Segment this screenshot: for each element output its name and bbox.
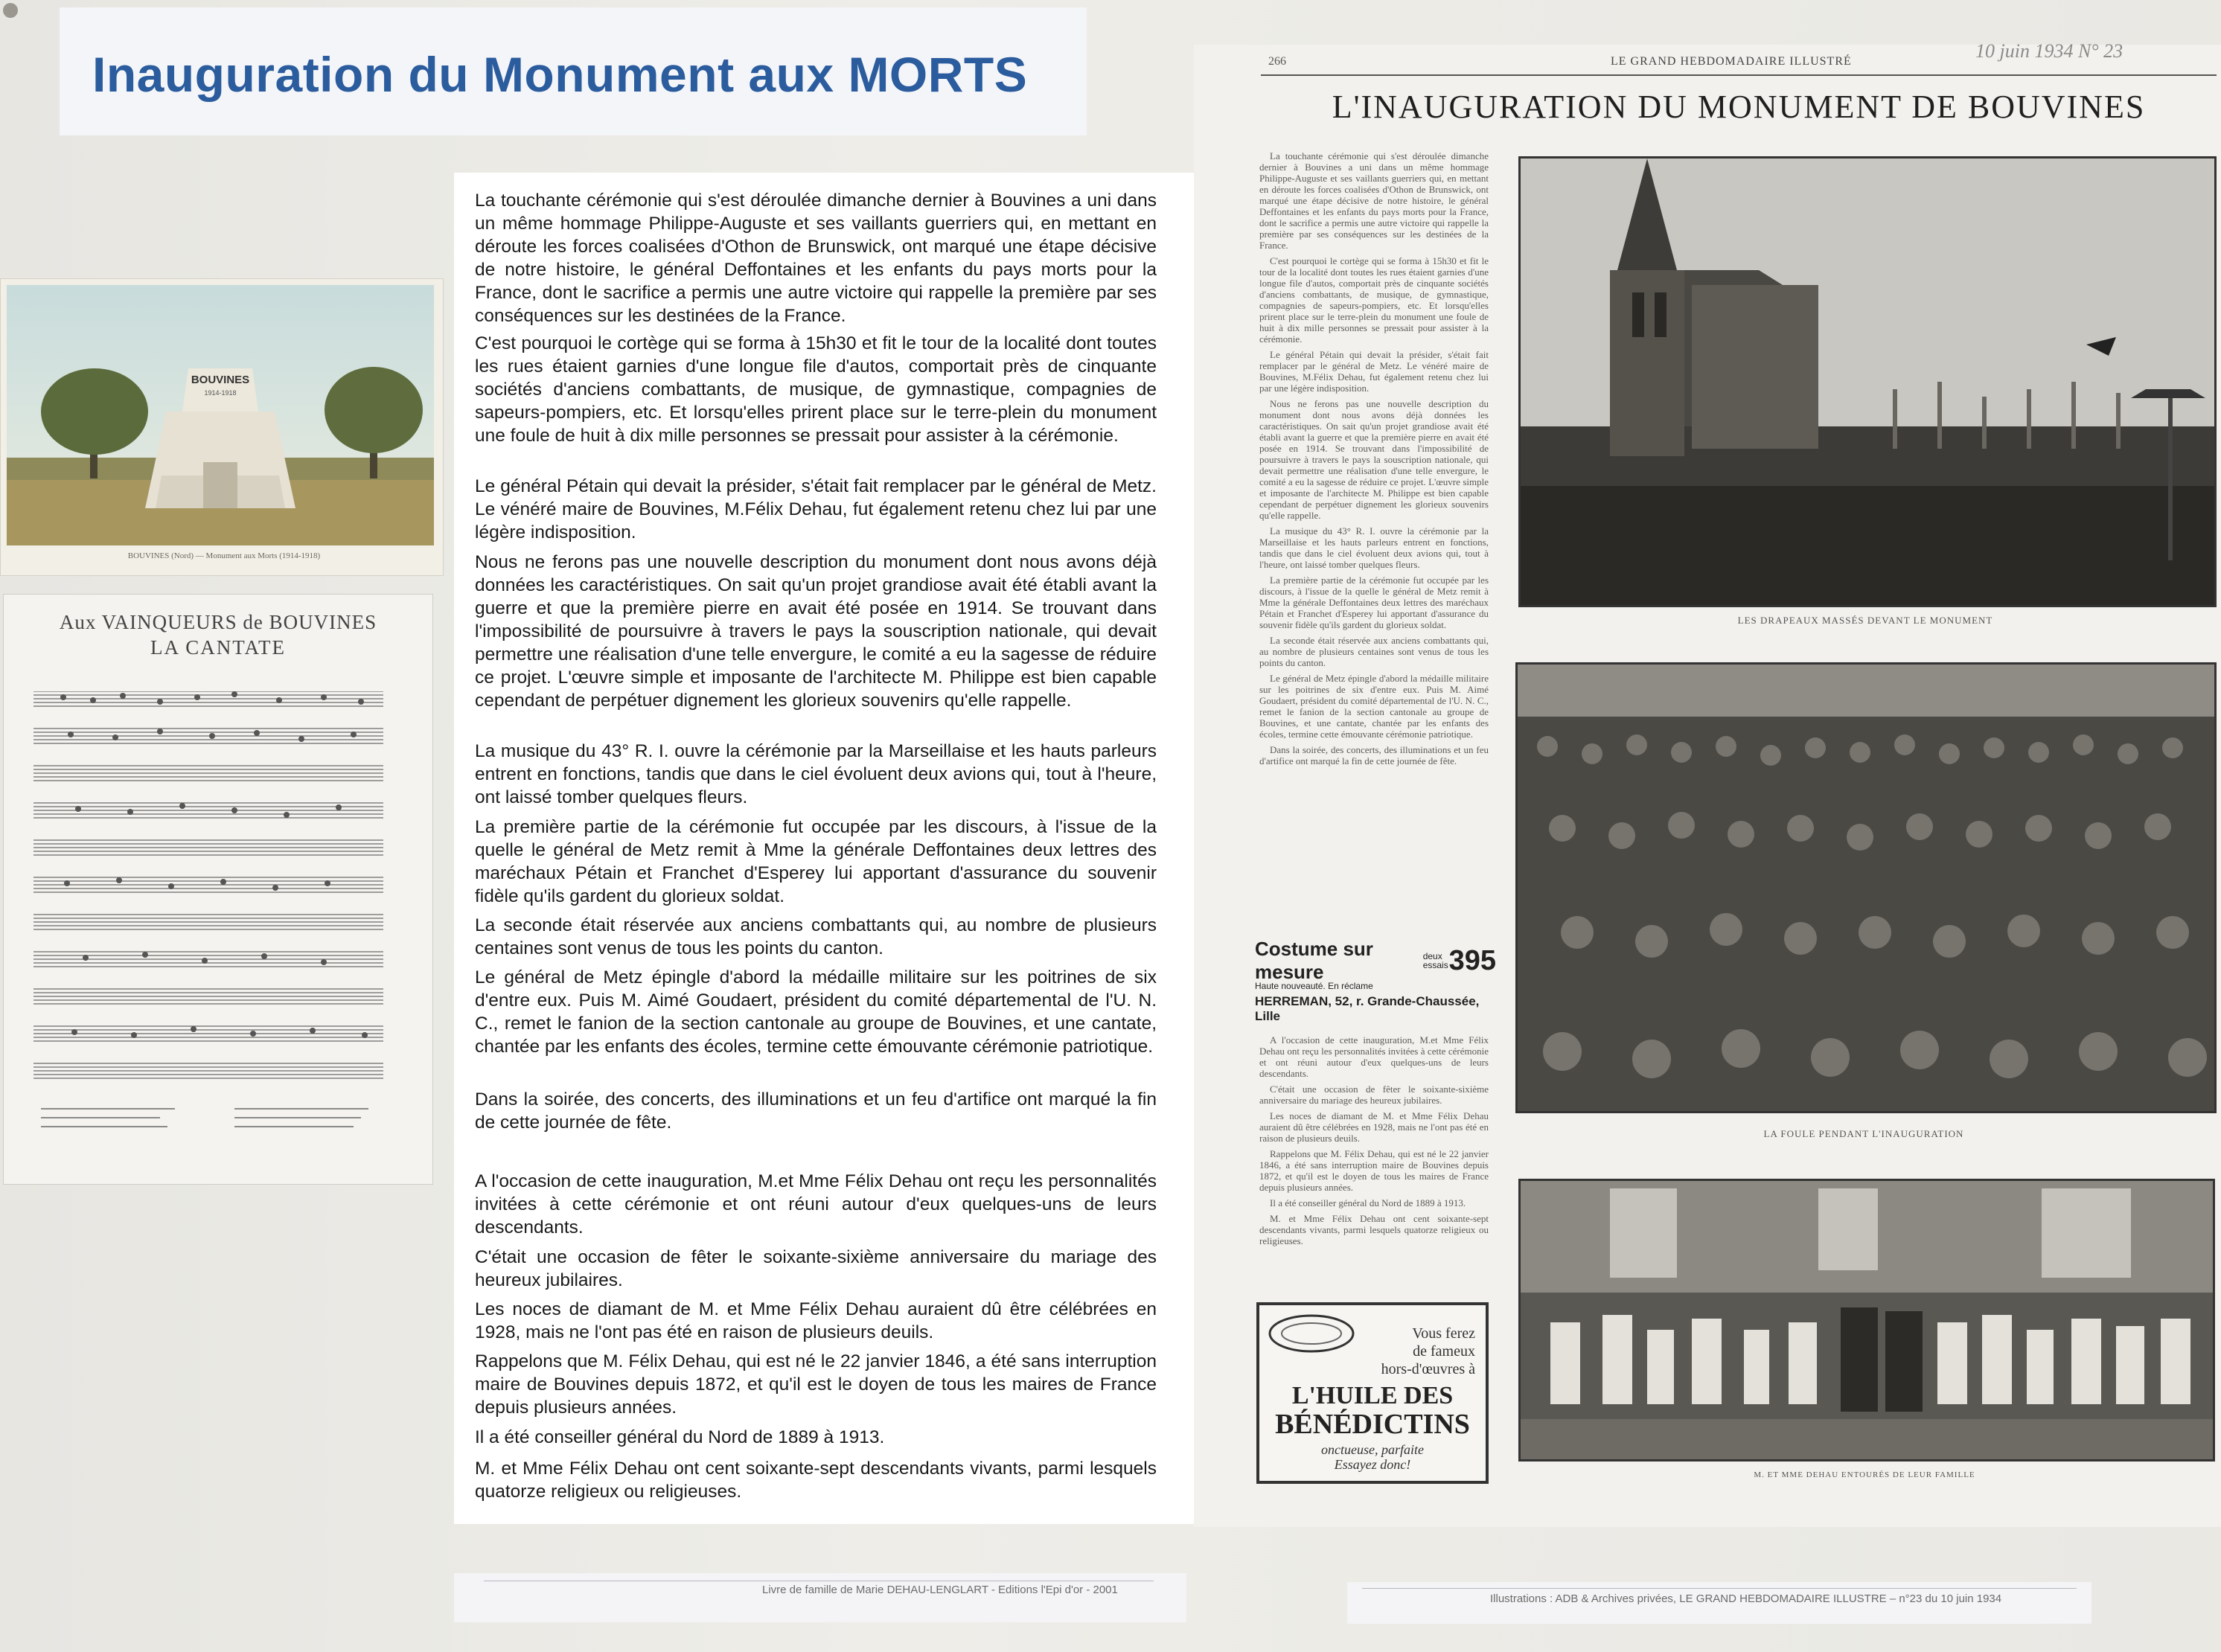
newspaper-column-bottom — [1259, 1034, 1489, 1287]
music-staves — [33, 691, 406, 1153]
paragraph: A l'occasion de cette inauguration, M.et Mme Félix Dehau ont reçu les personnalités invitées à cette cérémonie et ont réuni autour d'eux quelques-uns de leurs descendants. — [475, 1171, 1157, 1238]
newspaper-page-number: 266 — [1268, 55, 1286, 68]
sheet-music-card — [3, 594, 433, 1185]
paragraph: Le général Pétain qui devait la présider, s'était fait remplacer par le général de Metz. Le vénéré maire de Bouvines, M.Félix Dehau, fut également retenu chez lui par une légère indisposition. — [475, 476, 1157, 542]
monument-photo-card — [0, 278, 444, 576]
paragraph: C'était une occasion de fêter le soixante-sixième anniversaire du mariage des heureux jubilaires. — [475, 1247, 1157, 1290]
column-paragraph: La première partie de la cérémonie fut occupée par les discours, à l'issue de la quelle le général de Metz remit à Mme la générale Deffontaines deux lettres des maréchaux Pétain et Franchet d'Esperey lui apportant d'assurance du souvenir fidèle qu'ils gardent du glorieux soldat. — [1259, 574, 1489, 630]
column-paragraph: A l'occasion de cette inauguration, M.et Mme Félix Dehau ont reçu les personnalités invitées à cette cérémonie et ont réuni autour d'eux quelques-uns de leurs descendants. — [1259, 1034, 1489, 1079]
paragraph: Le général de Metz épingle d'abord la médaille militaire sur les poitrines de six d'entre eux. Puis M. Aimé Goudaert, président du comité départemental de l'U. N. C., remet le fanion de la section cantonale au groupe de Bouvines, et une cantate, chantée par les enfants des écoles, termine cette émouvante cérémonie patriotique. — [475, 967, 1157, 1057]
costume-ad-title: Costume sur mesure — [1255, 938, 1373, 983]
music-title: Aux VAINQUEURS de BOUVINES — [59, 611, 377, 633]
costume-ad-small: deux essais — [1422, 951, 1448, 970]
footer-illustrations-text: Illustrations : ADB & Archives privées, LE GRAND HEBDOMADAIRE ILLUSTRE – n°23 du 10 juin 1934 — [1490, 1592, 2002, 1605]
newspaper-page — [1194, 40, 2221, 1527]
paragraph: La touchante cérémonie qui s'est déroulée dimanche dernier à Bouvines a uni dans un même hommage Philippe-Auguste et ses vaillants guerriers qui, en mettant en déroute les forces coalisées d'Othon de Brunswick, ont marqué une étape décisive de notre histoire, le général Deffontaines et les enfants du pays morts pour la France, dont le sacrifice a permis une autre victoire qui rappelle la première par ses conséquences sur les destinées de la France. — [475, 191, 1157, 326]
header-rule — [1261, 74, 2217, 76]
paragraph: La seconde était réservée aux anciens combattants qui, au nombre de plusieurs centaines sont venus de tous les points du canton. — [475, 915, 1157, 958]
photo-caption: BOUVINES (Nord) — Monument aux Morts (1914-1918) — [127, 551, 321, 560]
column-paragraph: Nous ne ferons pas une nouvelle description du monument dont nous avons déjà données les caractéristiques. On sait qu'un projet grandiose avait été établi avant la guerre et que la première pierre en avait été posée en 1914. Se trouvant dans l'impossibilité de poursuivre à travers le pays la souscription nationale, qui devait permettre une réalisation d'une telle envergure, le comité a eu la sagesse de réduire ce projet. L'œuvre simple et imposante de l'architecte M. Philippe est bien capable cependant de perpétuer dignement les glorieux souvenirs qu'elle rappelle. — [1259, 398, 1489, 521]
crowd-photo — [1515, 662, 2217, 1113]
page-title: Inauguration du Monument aux MORTS — [92, 47, 1028, 102]
column-paragraph: Le général Pétain qui devait la présider, s'était fait remplacer par le général de Metz. Le vénéré maire de Bouvines, M.Félix Dehau, fut également retenu chez lui par une légère indisposition. — [1259, 349, 1489, 394]
paragraph: Nous ne ferons pas une nouvelle description du monument dont nous avons déjà données les caractéristiques. On sait qu'un projet grandiose avait été établi avant la guerre et que la première pierre en avait été posée en 1914. Se trouvant dans l'impossibilité de poursuivre à travers le pays la souscription nationale, qui devait permettre une réalisation d'une telle envergure, le comité a eu la sagesse de réduire ce projet. L'œuvre simple et imposante de l'architecte M. Philippe est bien capable cependant de perpétuer dignement les glorieux souvenirs qu'elle rappelle. — [475, 552, 1157, 711]
column-paragraph: La musique du 43° R. I. ouvre la cérémonie par la Marseillaise et les hauts parleurs entrent en fonctions, tandis que dans le ciel évoluent deux avions qui, tout à l'heure, ont laissé tomber quelques fleurs. — [1259, 525, 1489, 570]
huile-ad-line1: Vous ferez — [1412, 1325, 1475, 1342]
family-photo-caption: M. ET MME DEHAU ENTOURÉS DE LEUR FAMILLE — [1754, 1470, 1975, 1479]
crowd-photo-caption: LA FOULE PENDANT L'INAUGURATION — [1763, 1128, 1964, 1139]
costume-ad-sub: Haute nouveauté. En réclame — [1255, 981, 1373, 991]
column-paragraph: Il a été conseiller général du Nord de 1889 à 1913. — [1270, 1197, 1466, 1208]
column-paragraph: Rappelons que M. Félix Dehau, qui est né le 22 janvier 1846, a été sans interruption maire de Bouvines depuis 1872, et qu'il est le doyen de tous les maires de France depuis plusieurs années. — [1259, 1148, 1489, 1193]
column-paragraph: C'était une occasion de fêter le soixante-sixième anniversaire du mariage des heureux jubilaires. — [1259, 1083, 1489, 1106]
paragraph: La musique du 43° R. I. ouvre la cérémonie par la Marseillaise et les hauts parleurs entrent en fonctions, tandis que dans le ciel évoluent deux avions qui, tout à l'heure, ont laissé tomber quelques fleurs. — [475, 741, 1157, 807]
paragraph: Dans la soirée, des concerts, des illuminations et un feu d'artifice ont marqué la fin de cette journée de fête. — [475, 1089, 1157, 1133]
music-subtitle: LA CANTATE — [150, 636, 287, 659]
newspaper-column-top — [1259, 150, 1489, 924]
paragraph: M. et Mme Félix Dehau ont cent soixante-sept descendants vivants, parmi lesquels quatorze religieux ou religieuses. — [475, 1459, 1157, 1502]
newspaper-headline: L'INAUGURATION DU MONUMENT DE BOUVINES — [1332, 89, 2146, 125]
column-paragraph: M. et Mme Félix Dehau ont cent soixante-sept descendants vivants, parmi lesquels quatorze religieux ou religieuses. — [1259, 1213, 1489, 1246]
huile-ad-line3: hors-d'œuvres à — [1381, 1361, 1475, 1377]
costume-ad-price: 395 — [1448, 944, 1496, 976]
monument-inscription: BOUVINES — [191, 374, 250, 386]
huile-advertisement — [1256, 1302, 1489, 1484]
footer-source-text: Livre de famille de Marie DEHAU-LENGLART - Editions l'Epi d'or - 2001 — [762, 1584, 1118, 1596]
footer-right-rule — [1362, 1588, 2077, 1589]
monument-photo — [7, 285, 434, 545]
monument-dates: 1914-1918 — [204, 389, 237, 397]
family-photo — [1518, 1179, 2215, 1461]
article-text-card — [454, 173, 1198, 1524]
paragraph: Rappelons que M. Félix Dehau, qui est né le 22 janvier 1846, a été sans interruption maire de Bouvines depuis 1872, et qu'il est le doyen de tous les maires de France depuis plusieurs années. — [475, 1351, 1157, 1418]
huile-ad-tag2: Essayez donc! — [1334, 1457, 1411, 1472]
church-photo — [1518, 156, 2217, 607]
huile-ad-tag1: onctueuse, parfaite — [1321, 1442, 1424, 1457]
paragraph: La première partie de la cérémonie fut occupée par les discours, à l'issue de la quelle le général de Metz remit à Mme la générale Deffontaines deux lettres des maréchaux Pétain et Franchet d'Esperey lui apportant d'assurance du souvenir fidèle qu'ils gardent du glorieux soldat. — [475, 817, 1157, 906]
church-photo-caption: LES DRAPEAUX MASSÉS DEVANT LE MONUMENT — [1737, 615, 1993, 626]
paragraph: C'est pourquoi le cortège qui se forma à 15h30 et fit le tour de la localité dont toutes les rues étaient garnies d'une longue file d'autos, comportait près de cinquante sociétés d'anciens combattants, de musique, de gymnastique, compagnies de sapeurs-pompiers, etc. Et lorsqu'elles prirent place sur le terre-plein du monument une foule de huit à dix mille personnes se pressait pour assister à la cérémonie. — [475, 333, 1157, 446]
column-paragraph: Dans la soirée, des concerts, des illuminations et un feu d'artifice ont marqué la fin de cette journée de fête. — [1259, 744, 1489, 766]
pin-icon — [3, 3, 18, 18]
paragraph: Les noces de diamant de M. et Mme Félix Dehau auraient dû être célébrées en 1928, mais ne l'ont pas été en raison de plusieurs deuils. — [475, 1299, 1157, 1342]
huile-ad-brand1: L'HUILE DES — [1291, 1382, 1454, 1409]
huile-ad-line2: de fameux — [1413, 1343, 1475, 1360]
column-paragraph: La touchante cérémonie qui s'est déroulée dimanche dernier à Bouvines a uni dans un même hommage Philippe-Auguste et ses vaillants guerriers qui, en mettant en déroute les forces coalisées d'Othon de Brunswick, ont marqué une étape décisive de notre histoire, le général Deffontaines et les enfants du pays morts pour la France, dont le sacrifice a permis une autre victoire qui rappelle la première par ses conséquences sur les destinées de la France. — [1259, 150, 1489, 251]
column-paragraph: Les noces de diamant de M. et Mme Félix Dehau auraient dû être célébrées en 1928, mais ne l'ont pas été en raison de plusieurs deuils. — [1259, 1110, 1489, 1144]
paragraph: Il a été conseiller général du Nord de 1889 à 1913. — [475, 1427, 885, 1447]
huile-ad-brand2: BÉNÉDICTINS — [1275, 1409, 1470, 1440]
column-paragraph: La seconde était réservée aux anciens combattants qui, au nombre de plusieurs centaines sont venus de tous les points du canton. — [1259, 635, 1489, 668]
costume-advertisement — [1255, 938, 1496, 1024]
handwritten-date: 10 juin 1934 N° 23 — [1975, 40, 2123, 62]
column-paragraph: Le général de Metz épingle d'abord la médaille militaire sur les poitrines de six d'entre eux. Puis M. Aimé Goudaert, président du comité départemental de l'U. N. C., remet le fanion de la section cantonale au groupe de Bouvines, et une cantate, chantée par les enfants des écoles, termine cette émouvante cérémonie patriotique. — [1259, 673, 1489, 740]
costume-ad-address: HERREMAN, 52, r. Grande-Chaussée, Lille — [1255, 994, 1480, 1023]
column-paragraph: C'est pourquoi le cortège qui se forma à 15h30 et fit le tour de la localité dont toutes les rues étaient garnies d'une longue file d'autos, comportait près de cinquante sociétés d'anciens combattants, de musique, de gymnastique, compagnies de sapeurs-pompiers, etc. Et lorsqu'elles prirent place sur le terre-plein du monument une foule de huit à dix mille personnes se pressait pour assister à la cérémonie. — [1259, 255, 1489, 345]
newspaper-masthead: LE GRAND HEBDOMADAIRE ILLUSTRÉ — [1611, 55, 1852, 68]
